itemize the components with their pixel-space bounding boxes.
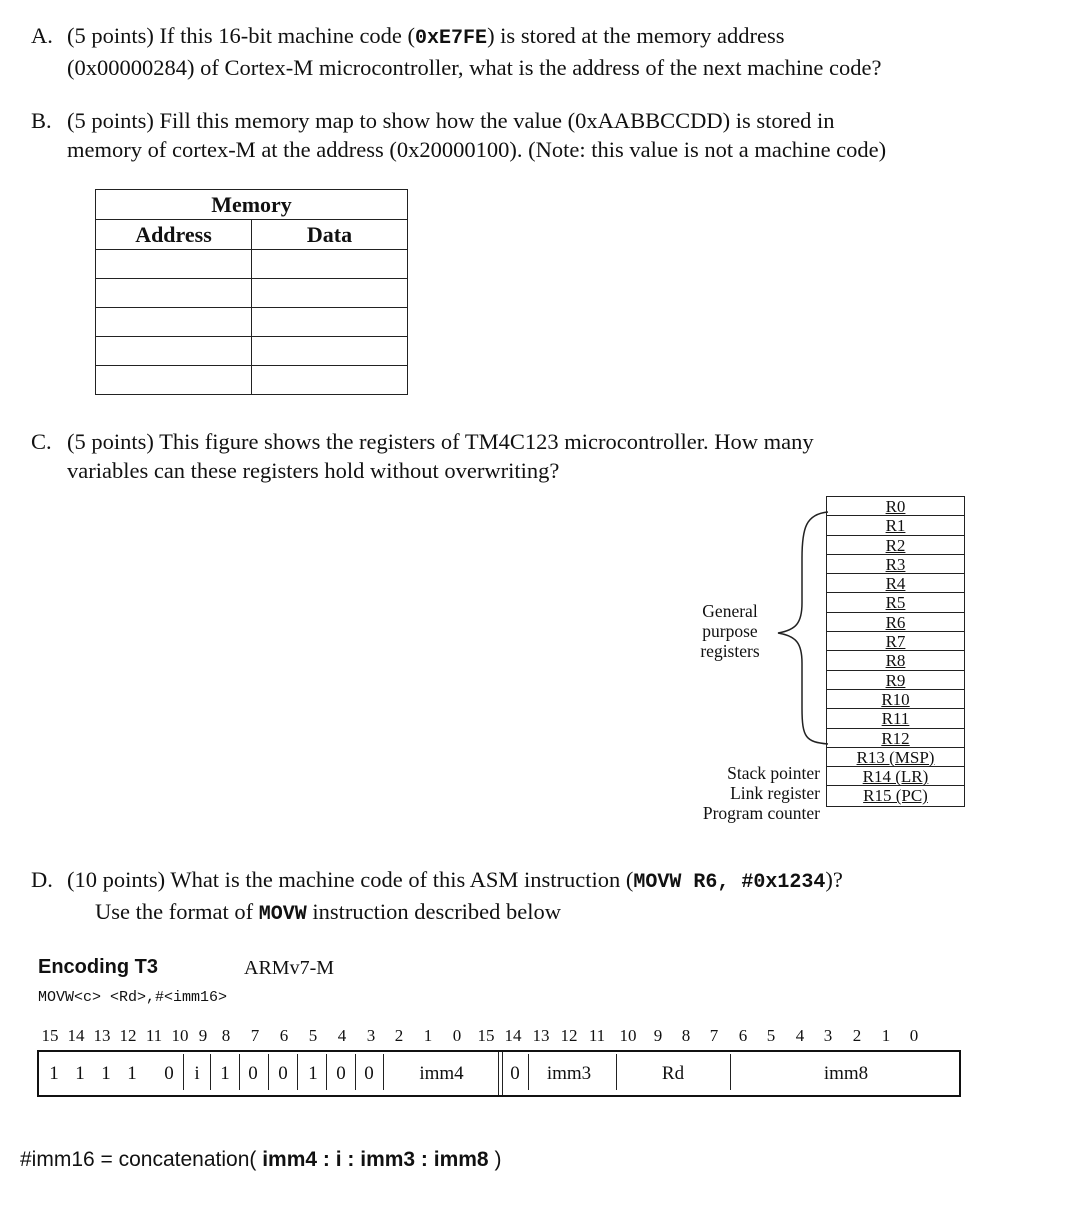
memory-row: [96, 337, 408, 366]
bit-number: 1: [423, 1026, 433, 1045]
bit-number: 5: [308, 1026, 318, 1045]
question-d-line2-code: MOVW: [258, 903, 307, 926]
bit-number: 9: [653, 1026, 663, 1045]
bit-number: 0: [909, 1026, 919, 1045]
divider: [268, 1054, 269, 1090]
memory-table-title: Memory: [96, 190, 408, 220]
divider: [730, 1054, 731, 1090]
question-a-text: [67, 21, 881, 82]
register-r7: R7: [827, 632, 964, 651]
data-cell[interactable]: [252, 279, 408, 308]
divider: [210, 1054, 211, 1090]
field-imm8: imm8: [823, 1062, 869, 1084]
question-d-line1-post: )?: [825, 867, 843, 892]
data-cell[interactable]: [252, 308, 408, 337]
program-counter-label: Program counter: [702, 803, 820, 823]
question-b-line1: (5 points) Fill this memory map to show how the value (0xAABBCCDD) is stored in: [67, 108, 835, 133]
divider: [355, 1054, 356, 1090]
address-cell[interactable]: [96, 279, 252, 308]
general-purpose-brace-icon: [770, 508, 830, 748]
field-bit: 1: [308, 1062, 318, 1084]
bit-number: 3: [823, 1026, 833, 1045]
bit-number: 4: [337, 1026, 347, 1045]
divider: [326, 1054, 327, 1090]
memory-map-table: [95, 189, 408, 395]
address-cell[interactable]: [96, 337, 252, 366]
register-r3: R3: [827, 555, 964, 574]
question-d-text: [67, 865, 843, 929]
field-bit: 1: [127, 1062, 137, 1084]
encoding-arch: ARMv7-M: [244, 957, 335, 979]
question-a-line2: (0x00000284) of Cortex-M microcontroller, what is the address of the next machine code?: [67, 55, 882, 80]
question-c-label: C.: [31, 429, 52, 454]
bit-number: 8: [221, 1026, 231, 1045]
field-i: i: [194, 1062, 200, 1084]
question-b-text: [67, 106, 886, 164]
field-bit: 1: [101, 1062, 111, 1084]
bit-number: 6: [738, 1026, 748, 1045]
bit-number: 13: [93, 1026, 111, 1045]
question-a-line1-post: ) is stored at the memory address: [487, 23, 785, 48]
field-bit: 1: [220, 1062, 230, 1084]
register-r13: R13 (MSP): [827, 748, 964, 767]
field-bit: 0: [164, 1062, 174, 1084]
register-r6: R6: [827, 613, 964, 632]
divider: [616, 1054, 617, 1090]
register-r14: R14 (LR): [827, 767, 964, 786]
bit-number: 14: [67, 1026, 85, 1045]
register-r2: R2: [827, 536, 964, 555]
formula-bold: imm4 : i : imm3 : imm8: [262, 1148, 489, 1171]
field-rd: Rd: [661, 1062, 685, 1084]
address-cell[interactable]: [96, 366, 252, 395]
bit-number: 11: [145, 1026, 163, 1045]
question-d-code: MOVW R6, #0x1234: [633, 871, 826, 894]
bit-number: 11: [588, 1026, 606, 1045]
question-c-line1: (5 points) This figure shows the registers of TM4C123 microcontroller. How many: [67, 429, 814, 454]
encoding-syntax: MOVW<c> <Rd>,#<imm16>: [38, 989, 228, 1006]
register-r5: R5: [827, 593, 964, 612]
bit-number: 15: [41, 1026, 59, 1045]
bit-number: 1: [881, 1026, 891, 1045]
field-imm4: imm4: [419, 1062, 464, 1084]
divider: [528, 1054, 529, 1090]
bit-number: 7: [709, 1026, 719, 1045]
bit-number: 9: [198, 1026, 208, 1045]
register-r11: R11: [827, 709, 964, 728]
stack-pointer-label: Stack pointer: [727, 763, 820, 783]
address-cell[interactable]: [96, 250, 252, 279]
field-imm3: imm3: [546, 1062, 592, 1084]
question-d-line2-pre: Use the format of: [95, 899, 259, 924]
question-c-line2: variables can these registers hold without overwriting?: [67, 458, 560, 483]
bit-number: 15: [477, 1026, 495, 1045]
data-cell[interactable]: [252, 366, 408, 395]
register-r10: R10: [827, 690, 964, 709]
field-bit: 0: [278, 1062, 288, 1084]
bit-number: 5: [766, 1026, 776, 1045]
encoding-title: Encoding T3: [38, 956, 158, 978]
field-bit: 0: [510, 1062, 520, 1084]
bit-number: 10: [171, 1026, 189, 1045]
bit-number: 3: [366, 1026, 376, 1045]
bit-number: 6: [279, 1026, 289, 1045]
register-r9: R9: [827, 671, 964, 690]
data-column-header: Data: [252, 220, 408, 250]
question-b-line2: memory of cortex-M at the address (0x20000100). (Note: this value is not a machine code): [67, 137, 887, 162]
field-bit: 0: [364, 1062, 374, 1084]
address-cell[interactable]: [96, 308, 252, 337]
double-divider: [498, 1052, 503, 1095]
register-file: [826, 496, 965, 807]
divider: [383, 1054, 384, 1090]
register-r4: R4: [827, 574, 964, 593]
bit-number: 12: [119, 1026, 137, 1045]
bit-number: 2: [394, 1026, 404, 1045]
register-r1: R1: [827, 516, 964, 535]
question-c-text: [67, 427, 814, 485]
address-column-header: Address: [96, 220, 252, 250]
general-purpose-label: General purpose registers: [700, 601, 760, 661]
question-d-line1-pre: (10 points) What is the machine code of this ASM instruction (: [67, 867, 634, 892]
question-a-label: A.: [31, 23, 53, 48]
divider: [297, 1054, 298, 1090]
data-cell[interactable]: [252, 337, 408, 366]
bit-number: 2: [852, 1026, 862, 1045]
question-d-label: D.: [31, 867, 53, 892]
question-a-code: 0xE7FE: [415, 27, 488, 50]
bit-number: 0: [452, 1026, 462, 1045]
field-bit: 1: [75, 1062, 85, 1084]
field-bit: 0: [248, 1062, 258, 1084]
formula-post: ): [488, 1148, 502, 1171]
bit-number: 7: [250, 1026, 260, 1045]
memory-row: [96, 250, 408, 279]
data-cell[interactable]: [252, 250, 408, 279]
link-register-label: Link register: [730, 783, 820, 803]
question-a-line1-pre: (5 points) If this 16-bit machine code (: [67, 23, 416, 48]
register-r8: R8: [827, 651, 964, 670]
memory-row: [96, 279, 408, 308]
register-r0: R0: [827, 497, 964, 516]
divider: [183, 1054, 184, 1090]
question-b-label: B.: [31, 108, 52, 133]
register-r12: R12: [827, 729, 964, 748]
imm16-formula: [20, 1148, 501, 1172]
encoding-bit-field: [37, 1050, 961, 1097]
bit-number: 8: [681, 1026, 691, 1045]
memory-row: [96, 366, 408, 395]
divider: [239, 1054, 240, 1090]
field-bit: 1: [49, 1062, 59, 1084]
bit-number: 14: [504, 1026, 522, 1045]
register-r15: R15 (PC): [863, 786, 928, 806]
formula-pre: #imm16 = concatenation(: [20, 1148, 263, 1171]
bit-number: 4: [795, 1026, 805, 1045]
memory-row: [96, 308, 408, 337]
bit-number: 10: [619, 1026, 637, 1045]
field-bit: 0: [336, 1062, 346, 1084]
bit-number: 13: [532, 1026, 550, 1045]
question-d-line2-post: instruction described below: [306, 899, 562, 924]
bit-number: 12: [560, 1026, 578, 1045]
